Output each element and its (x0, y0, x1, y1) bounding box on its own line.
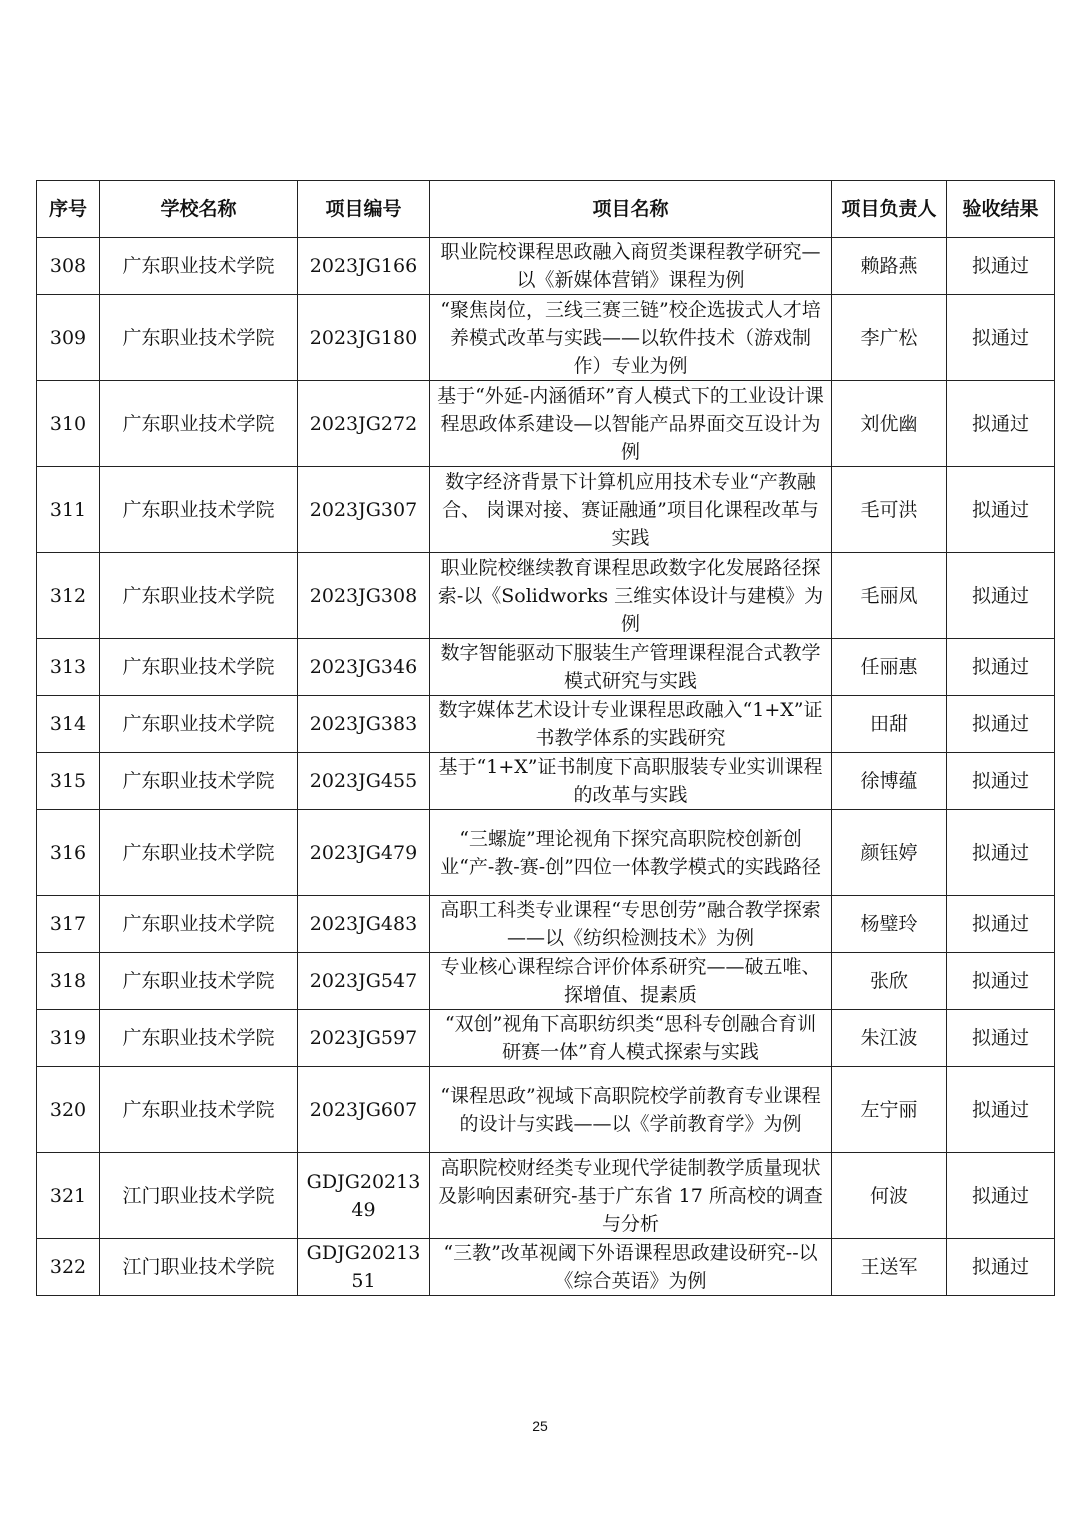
row-number: 322 (37, 1239, 100, 1296)
project-leader: 李广松 (832, 295, 947, 381)
school-name: 广东职业技术学院 (100, 953, 298, 1010)
project-code: 2023JG272 (298, 381, 430, 467)
project-code: 2023JG607 (298, 1067, 430, 1153)
school-name: 广东职业技术学院 (100, 553, 298, 639)
school-name: 广东职业技术学院 (100, 467, 298, 553)
project-leader: 王送军 (832, 1239, 947, 1296)
page-number: 25 (532, 1418, 548, 1434)
project-code: 2023JG166 (298, 238, 430, 295)
table-row (37, 696, 1055, 753)
project-code: 2023JG597 (298, 1010, 430, 1067)
project-leader: 毛丽凤 (832, 553, 947, 639)
school-name: 广东职业技术学院 (100, 1067, 298, 1153)
table-row (37, 639, 1055, 696)
school-name: 江门职业技术学院 (100, 1153, 298, 1239)
acceptance-result: 拟通过 (947, 467, 1055, 553)
project-leader: 张欣 (832, 953, 947, 1010)
acceptance-result: 拟通过 (947, 753, 1055, 810)
table-row (37, 1239, 1055, 1296)
row-number: 315 (37, 753, 100, 810)
row-number: 316 (37, 810, 100, 896)
row-number: 321 (37, 1153, 100, 1239)
project-leader: 刘优幽 (832, 381, 947, 467)
school-name: 广东职业技术学院 (100, 1010, 298, 1067)
table-row (37, 553, 1055, 639)
row-number: 313 (37, 639, 100, 696)
row-number: 314 (37, 696, 100, 753)
project-title: 基于“1+X”证书制度下高职服装专业实训课程的改革与实践 (430, 753, 832, 810)
header-leader: 项目负责人 (832, 181, 947, 238)
row-number: 308 (37, 238, 100, 295)
project-leader: 何波 (832, 1153, 947, 1239)
table-row (37, 381, 1055, 467)
project-title: 数字媒体艺术设计专业课程思政融入“1+X”证书教学体系的实践研究 (430, 696, 832, 753)
table-row (37, 238, 1055, 295)
project-leader: 田甜 (832, 696, 947, 753)
header-code: 项目编号 (298, 181, 430, 238)
project-leader: 朱江波 (832, 1010, 947, 1067)
row-number: 320 (37, 1067, 100, 1153)
project-code: 2023JG383 (298, 696, 430, 753)
row-number: 318 (37, 953, 100, 1010)
acceptance-result: 拟通过 (947, 1067, 1055, 1153)
project-leader: 杨璧玲 (832, 896, 947, 953)
table-row (37, 295, 1055, 381)
table-row (37, 896, 1055, 953)
header-no: 序号 (37, 181, 100, 238)
project-title: “三螺旋”理论视角下探究高职院校创新创业“产-教-赛-创”四位一体教学模式的实践路径 (430, 810, 832, 896)
school-name: 广东职业技术学院 (100, 639, 298, 696)
table-row (37, 1153, 1055, 1239)
project-leader: 赖路燕 (832, 238, 947, 295)
project-code: GDJG2021351 (298, 1239, 430, 1296)
project-code: 2023JG308 (298, 553, 430, 639)
project-title: “聚焦岗位，三线三赛三链”校企选拔式人才培养模式改革与实践——以软件技术（游戏制作）专业为例 (430, 295, 832, 381)
row-number: 310 (37, 381, 100, 467)
row-number: 312 (37, 553, 100, 639)
table-row (37, 467, 1055, 553)
project-title: “双创”视角下高职纺织类“思科专创融合育训研赛一体”育人模式探索与实践 (430, 1010, 832, 1067)
project-title: 职业院校课程思政融入商贸类课程教学研究—以《新媒体营销》课程为例 (430, 238, 832, 295)
table-row (37, 1067, 1055, 1153)
row-number: 317 (37, 896, 100, 953)
project-title: 数字智能驱动下服装生产管理课程混合式教学模式研究与实践 (430, 639, 832, 696)
project-code: GDJG2021349 (298, 1153, 430, 1239)
project-title: 基于“外延-内涵循环”育人模式下的工业设计课程思政体系建设—以智能产品界面交互设计为例 (430, 381, 832, 467)
acceptance-result: 拟通过 (947, 953, 1055, 1010)
school-name: 广东职业技术学院 (100, 896, 298, 953)
acceptance-result: 拟通过 (947, 1153, 1055, 1239)
acceptance-result: 拟通过 (947, 553, 1055, 639)
project-leader: 徐博蕴 (832, 753, 947, 810)
project-leader: 颜钰婷 (832, 810, 947, 896)
project-code: 2023JG455 (298, 753, 430, 810)
acceptance-result: 拟通过 (947, 639, 1055, 696)
project-code: 2023JG346 (298, 639, 430, 696)
acceptance-result: 拟通过 (947, 1010, 1055, 1067)
project-code: 2023JG547 (298, 953, 430, 1010)
school-name: 广东职业技术学院 (100, 753, 298, 810)
header-title: 项目名称 (430, 181, 832, 238)
school-name: 广东职业技术学院 (100, 810, 298, 896)
project-code: 2023JG483 (298, 896, 430, 953)
table-row (37, 753, 1055, 810)
acceptance-result: 拟通过 (947, 896, 1055, 953)
acceptance-result: 拟通过 (947, 295, 1055, 381)
acceptance-results-table (36, 180, 1055, 1296)
project-title: 高职院校财经类专业现代学徒制教学质量现状及影响因素研究-基于广东省 17 所高校的调查与分析 (430, 1153, 832, 1239)
school-name: 广东职业技术学院 (100, 381, 298, 467)
acceptance-result: 拟通过 (947, 238, 1055, 295)
row-number: 309 (37, 295, 100, 381)
school-name: 广东职业技术学院 (100, 295, 298, 381)
acceptance-result: 拟通过 (947, 381, 1055, 467)
project-title: 高职工科类专业课程“专思创劳”融合教学探索——以《纺织检测技术》为例 (430, 896, 832, 953)
table-row (37, 810, 1055, 896)
row-number: 319 (37, 1010, 100, 1067)
header-school: 学校名称 (100, 181, 298, 238)
project-title: 数字经济背景下计算机应用技术专业“产教融合、 岗课对接、赛证融通”项目化课程改革与实践 (430, 467, 832, 553)
acceptance-result: 拟通过 (947, 810, 1055, 896)
school-name: 广东职业技术学院 (100, 238, 298, 295)
project-leader: 任丽惠 (832, 639, 947, 696)
project-code: 2023JG307 (298, 467, 430, 553)
school-name: 广东职业技术学院 (100, 696, 298, 753)
project-title: “三教”改革视阈下外语课程思政建设研究--以《综合英语》为例 (430, 1239, 832, 1296)
acceptance-result: 拟通过 (947, 1239, 1055, 1296)
project-code: 2023JG180 (298, 295, 430, 381)
project-leader: 毛可洪 (832, 467, 947, 553)
project-title: 专业核心课程综合评价体系研究——破五唯、探增值、提素质 (430, 953, 832, 1010)
project-title: “课程思政”视域下高职院校学前教育专业课程的设计与实践——以《学前教育学》为例 (430, 1067, 832, 1153)
table-header-row (37, 181, 1055, 238)
table-row (37, 953, 1055, 1010)
project-code: 2023JG479 (298, 810, 430, 896)
project-title: 职业院校继续教育课程思政数字化发展路径探索-以《Solidworks 三维实体设计与建模》为例 (430, 553, 832, 639)
row-number: 311 (37, 467, 100, 553)
school-name: 江门职业技术学院 (100, 1239, 298, 1296)
header-result: 验收结果 (947, 181, 1055, 238)
table-row (37, 1010, 1055, 1067)
acceptance-result: 拟通过 (947, 696, 1055, 753)
project-leader: 左宁丽 (832, 1067, 947, 1153)
